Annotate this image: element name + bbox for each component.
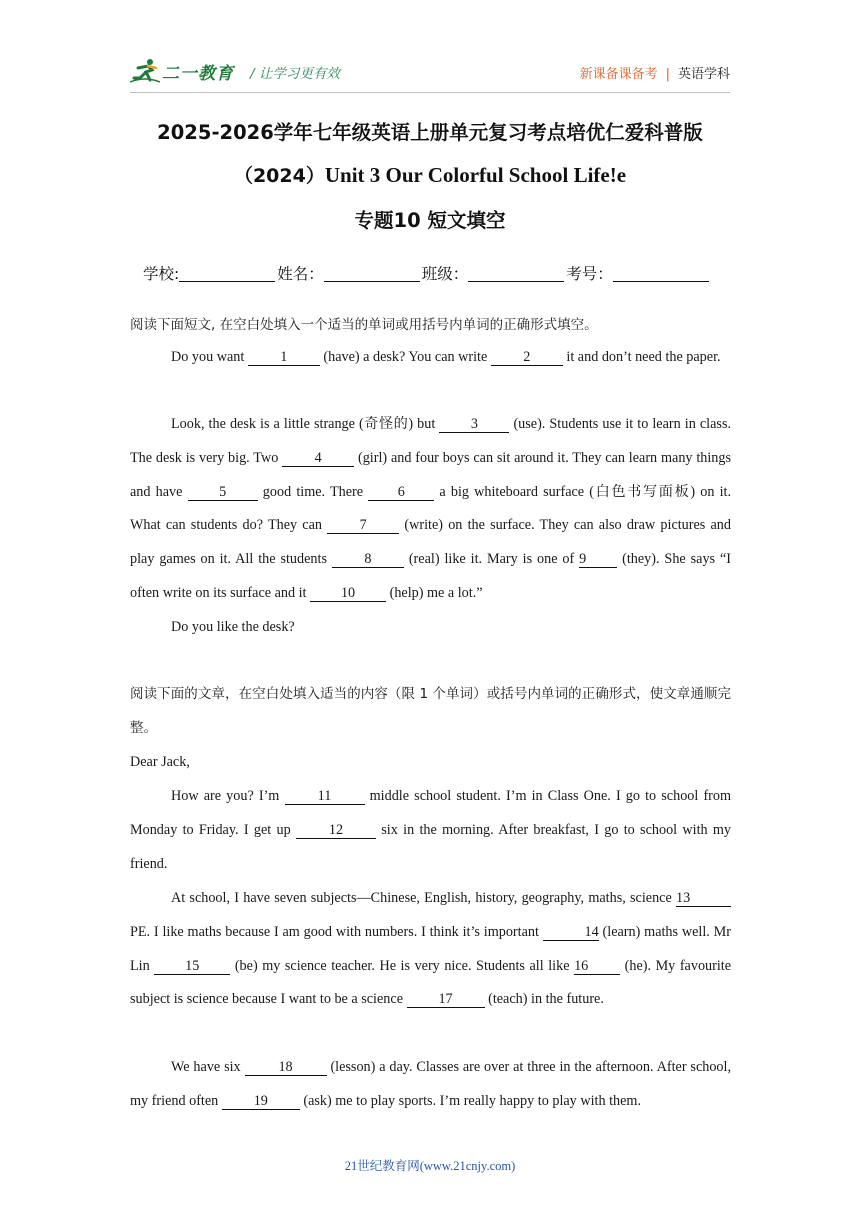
section1-paragraph-2 — [130, 408, 731, 611]
text: (teach) in the future. — [488, 991, 604, 1008]
student-info — [143, 262, 711, 284]
blank-7[interactable]: 7 — [327, 517, 399, 534]
text: We have six — [171, 1059, 241, 1075]
blank-15[interactable]: 15 — [154, 958, 230, 975]
blank-4[interactable]: 4 — [282, 450, 354, 467]
name-field[interactable] — [324, 265, 420, 282]
blank-13[interactable]: 13 — [676, 890, 731, 907]
title-line-1: 2025-2026学年七年级英语上册单元复习考点培优仁爱科普版 — [157, 121, 703, 144]
section1-paragraph-1 — [130, 341, 731, 375]
text: (girl) and four boys can sit around it. They can learn many things and have — [130, 449, 732, 500]
text: (ask) me to play sports. I’m really happy to play with them. — [303, 1092, 642, 1109]
school-field[interactable] — [179, 265, 275, 282]
header-subject — [580, 63, 730, 82]
blank-8[interactable]: 8 — [332, 551, 404, 568]
blank-1[interactable]: 1 — [248, 349, 320, 366]
section2-instruction: 阅读下面的文章，在空白处填入适当的内容（限 1 个单词）或括号内单词的正确形式，使文章通顺完整。 — [130, 686, 731, 736]
text: At school, I have seven subjects—Chinese, English, history, geography, maths, science — [171, 890, 672, 906]
page-header — [130, 56, 730, 93]
title-line-3: 专题10 短文填空 — [354, 209, 506, 232]
class-field[interactable] — [468, 265, 564, 282]
logo-text: 二一教育 — [162, 63, 234, 84]
text: (lesson) a day. Classes are over at three in the afternoon. After school, my friend often — [130, 1059, 732, 1109]
text: (write) on the surface. They can also draw pictures and play games on it. All the students — [130, 517, 731, 568]
blank-18[interactable]: 18 — [245, 1059, 327, 1076]
header-course-label: 新课备课备考 — [579, 67, 658, 82]
text: How are you? I’m — [171, 788, 280, 804]
text: a big whiteboard surface (白色书写面板) on it. What can students do? They can — [130, 483, 732, 534]
exam-number-label: 考号： — [566, 265, 613, 283]
title-year: （2024） — [233, 165, 325, 187]
slogan: / 让学习更有效 — [250, 66, 340, 82]
blank-16[interactable]: 16 — [574, 958, 620, 975]
blank-12[interactable]: 12 — [296, 822, 376, 839]
text: Look, the desk is a little strange (奇怪的) but — [171, 416, 436, 432]
footer-source-link[interactable]: 21世纪教育网(www.21cnjy.com) — [344, 1159, 516, 1173]
blank-17[interactable]: 17 — [407, 991, 485, 1008]
title-line-2 — [0, 161, 860, 188]
exam-number-field[interactable] — [613, 265, 709, 282]
header-separator: | — [665, 67, 670, 82]
blank-14[interactable]: 14 — [543, 924, 599, 941]
text: six in the morning. After breakfast, I go to school with my friend. — [130, 821, 732, 872]
text: middle school student. I’m in Class One. I go to school from Monday to Friday. I get up — [130, 788, 732, 838]
blank-5[interactable]: 5 — [188, 484, 258, 501]
section1-paragraph-3: Do you like the desk? — [171, 619, 295, 635]
text: (have) a desk? You can write — [323, 349, 488, 365]
blank-19[interactable]: 19 — [222, 1093, 300, 1110]
blank-11[interactable]: 11 — [285, 788, 365, 805]
text: Do you want — [171, 349, 245, 365]
title-unit: Unit 3 Our Colorful School Life!e — [324, 163, 627, 187]
runner-logo-icon — [130, 58, 160, 84]
name-label: 姓名： — [277, 265, 324, 283]
text: good time. There — [262, 483, 364, 500]
text: (be) my science teacher. He is very nice. Students all like — [234, 957, 570, 974]
text: PE. I like maths because I am good with numbers. I think it’s important — [130, 923, 539, 940]
text: (he). My favourite subject is science because I want to be a science — [130, 957, 732, 1008]
text: (help) me a lot.” — [389, 584, 483, 601]
text: (real) like it. Mary is one of — [408, 551, 575, 568]
section1-instruction: 阅读下面短文, 在空白处填入一个适当的单词或用括号内单词的正确形式填空。 — [130, 317, 598, 333]
text: it and don’t need the paper. — [566, 349, 721, 365]
blank-9[interactable]: 9 — [579, 551, 617, 568]
text: (use). Students use it to learn in class. The desk is very big. Two — [130, 416, 732, 466]
header-subject-label: 英语学科 — [677, 67, 730, 82]
blank-2[interactable]: 2 — [491, 349, 563, 366]
blank-10[interactable]: 10 — [310, 585, 386, 602]
blank-3[interactable]: 3 — [439, 416, 509, 433]
blank-6[interactable]: 6 — [368, 484, 434, 501]
letter-greeting: Dear Jack, — [130, 754, 190, 770]
section2-paragraph-2 — [130, 882, 731, 1017]
text: (learn) maths well. Mr Lin — [130, 923, 731, 974]
section2-paragraph-3 — [130, 1051, 731, 1119]
section2-paragraph-1 — [130, 780, 731, 881]
text: (they). She says “I often write on its surface and it — [130, 551, 732, 601]
logo — [130, 58, 234, 84]
class-label: 班级： — [421, 265, 469, 283]
school-label: 学校: — [143, 265, 180, 283]
